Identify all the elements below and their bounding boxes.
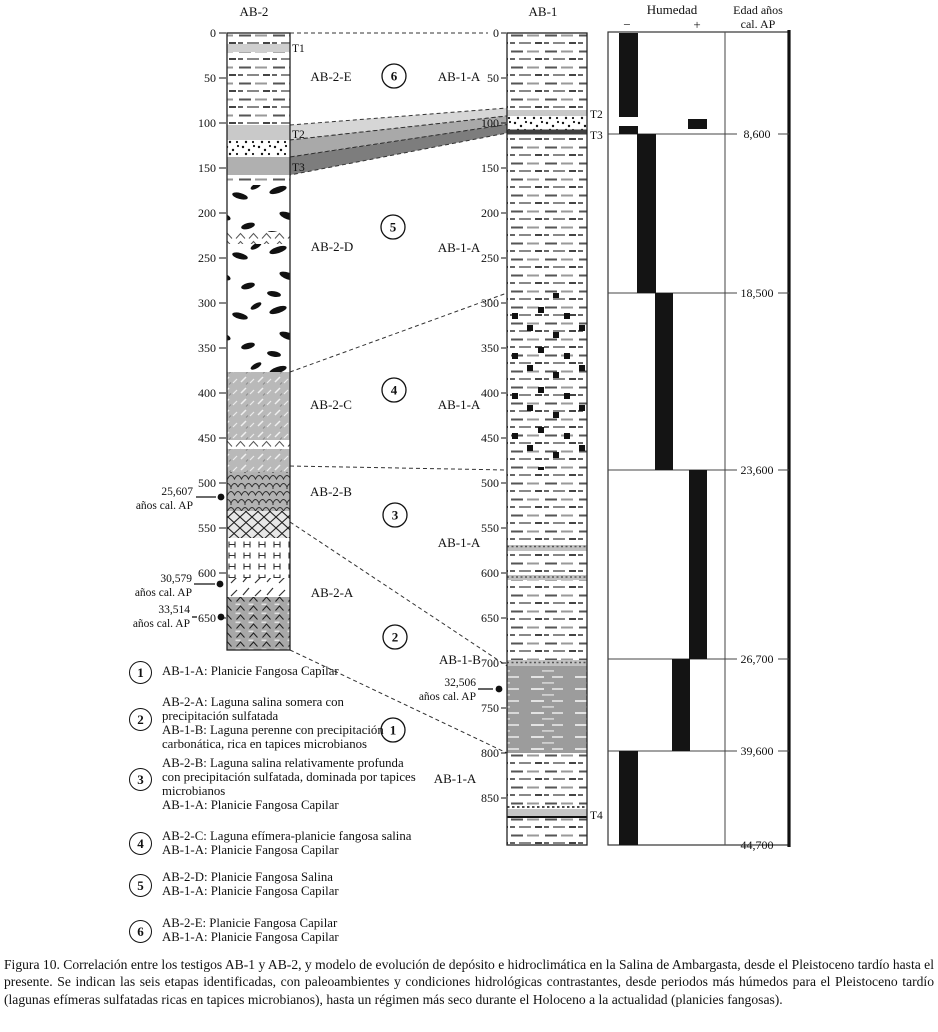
depth-label: 200 [481,206,499,220]
depth-label: 650 [198,611,216,625]
depth-label: 0 [210,26,216,40]
stage-number: 3 [391,507,399,523]
unit-label-ab2d: AB-2-D [310,239,354,254]
legend-stage-circle [129,661,152,684]
depth-label: 600 [198,566,216,580]
depth-label: 500 [481,476,499,490]
legend-stage-number: 1 [137,664,144,680]
unit-label-ab2b: AB-2-B [310,484,352,499]
tephra-label-t4: T4 [590,810,603,822]
unit-label-ab1a: AB-1-A [437,397,481,412]
legend-item-text [162,830,411,858]
legend-item-text [162,917,339,945]
depth-label: 750 [481,701,499,715]
tephra-label-t1: T1 [292,43,305,55]
legend-line: AB-1-A: Planicie Fangosa Capilar [162,842,339,857]
humidity-title: Humedad [646,2,698,17]
legend-stage-number: 2 [137,711,144,727]
legend-stage-number: 4 [137,835,144,851]
depth-label: 300 [198,296,216,310]
age-axis-title: cal. AP [740,17,776,31]
age-axis-title: Edad años [733,3,783,17]
depth-label: 0 [493,26,499,40]
legend-stage-circle [129,768,152,791]
legend-line: AB-2-C: Laguna efímera-planicie fangosa salina [162,829,412,843]
unit-label-ab1a: AB-1-A [433,771,477,786]
depth-label: 450 [198,431,216,445]
depth-label: 550 [481,521,499,535]
date-value: 30,579 [160,573,192,585]
legend-stage-circle [129,708,152,731]
legend-line: AB-1-A: Planicie Fangosa Capilar [162,664,339,678]
depth-label: 100 [481,116,499,130]
age-label: 44,700 [740,838,774,852]
legend-line: AB-2-D: Planicie Fangosa Salina [162,870,333,884]
unit-label-ab2a: AB-2-A [310,585,354,600]
unit-label-ab1a: AB-1-A [437,535,481,550]
ab1-title: AB-1 [528,4,558,19]
legend-item-text [162,696,384,752]
unit-label-ab1a: AB-1-A [437,69,481,84]
date-unit: años cal. AP [418,691,476,703]
stage-number: 4 [390,382,398,398]
depth-label: 200 [198,206,216,220]
depth-label: 450 [481,431,499,445]
stage-number: 2 [391,629,399,645]
age-label: 8,600 [743,127,771,141]
depth-label: 250 [198,251,216,265]
legend-stage-circle [129,832,152,855]
tephra-label-t3: T3 [590,130,603,142]
depth-label: 700 [481,656,499,670]
legend-line: AB-1-A: Planicie Fangosa Capilar [162,797,339,812]
unit-label-ab2e: AB-2-E [310,69,352,84]
humidity-minus-label: − [623,17,631,32]
depth-label: 50 [487,71,499,85]
legend-stage-number: 5 [137,877,144,893]
legend-item-text [162,757,416,813]
legend-line: con precipitación sulfatada, dominada por tapices [162,769,416,784]
legend-line: AB-1-A: Planicie Fangosa Capilar [162,883,339,898]
depth-label: 400 [481,386,499,400]
date-value: 32,506 [444,677,476,689]
stage-number: 6 [390,68,398,84]
age-label: 23,600 [740,463,774,477]
unit-label-ab2c: AB-2-C [310,397,352,412]
depth-label: 400 [198,386,216,400]
legend-item-text [162,665,339,679]
date-value: 25,607 [161,486,193,498]
legend-line: AB-1-A: Planicie Fangosa Capilar [162,929,339,944]
legend-stage-circle [129,920,152,943]
legend-line: AB-2-B: Laguna salina relativamente profunda [162,756,404,770]
legend-item-text [162,871,339,899]
unit-label-ab1b: AB-1-B [439,652,481,667]
date-unit: años cal. AP [135,500,193,512]
depth-label: 800 [481,746,499,760]
tephra-label-t3: T3 [292,162,305,174]
ab2-title: AB-2 [239,4,269,19]
legend-line: AB-2-E: Planicie Fangosa Capilar [162,916,338,930]
stage-number: 5 [389,219,397,235]
depth-label: 600 [481,566,499,580]
unit-label-ab1a: AB-1-A [437,240,481,255]
depth-label: 850 [481,791,499,805]
stage-number: 1 [389,722,397,738]
depth-label: 350 [198,341,216,355]
date-unit: años cal. AP [132,618,190,630]
depth-label: 300 [481,296,499,310]
depth-label: 250 [481,251,499,265]
legend-stage-number: 3 [137,771,144,787]
humidity-plus-label: + [693,17,701,32]
depth-label: 50 [204,71,216,85]
legend-line: carbonática, rica en tapices microbianos [162,736,368,751]
legend-line: precipitación sulfatada [162,708,279,723]
legend-stage-circle [129,874,152,897]
figure-caption: Figura 10. Correlación entre los testigos AB-1 y AB-2, y modelo de evolución de depósito e hidroclimática en la Salina de Ambargasta, desde el Pleistoceno tardío hasta el presente. Se indican las seis etapas identificadas, con paleoambientes y condiciones hidrológicas contrastantes, desde periodos más húmedos para el Pleistoceno tardío (lagunas efímeras sulfatadas ricas en tapices microbianos), hasta un régimen más seco durante el Holoceno a la actualidad (planicies fangosas). [4,957,934,1007]
age-label: 26,700 [740,652,774,666]
depth-label: 350 [481,341,499,355]
age-label: 39,600 [740,744,774,758]
legend-line: AB-1-B: Laguna perenne con precipitación [162,722,384,737]
depth-label: 150 [198,161,216,175]
legend-line: microbianos [162,783,226,798]
depth-label: 500 [198,476,216,490]
depth-label: 150 [481,161,499,175]
depth-label: 550 [198,521,216,535]
age-label: 18,500 [740,286,774,300]
tephra-label-t2: T2 [590,109,603,121]
legend-stage-number: 6 [137,923,144,939]
legend-line: AB-2-A: Laguna salina somera con [162,695,344,709]
date-value: 33,514 [158,604,190,616]
tephra-label-t2: T2 [292,129,305,141]
depth-label: 100 [198,116,216,130]
date-unit: años cal. AP [134,587,192,599]
depth-label: 650 [481,611,499,625]
